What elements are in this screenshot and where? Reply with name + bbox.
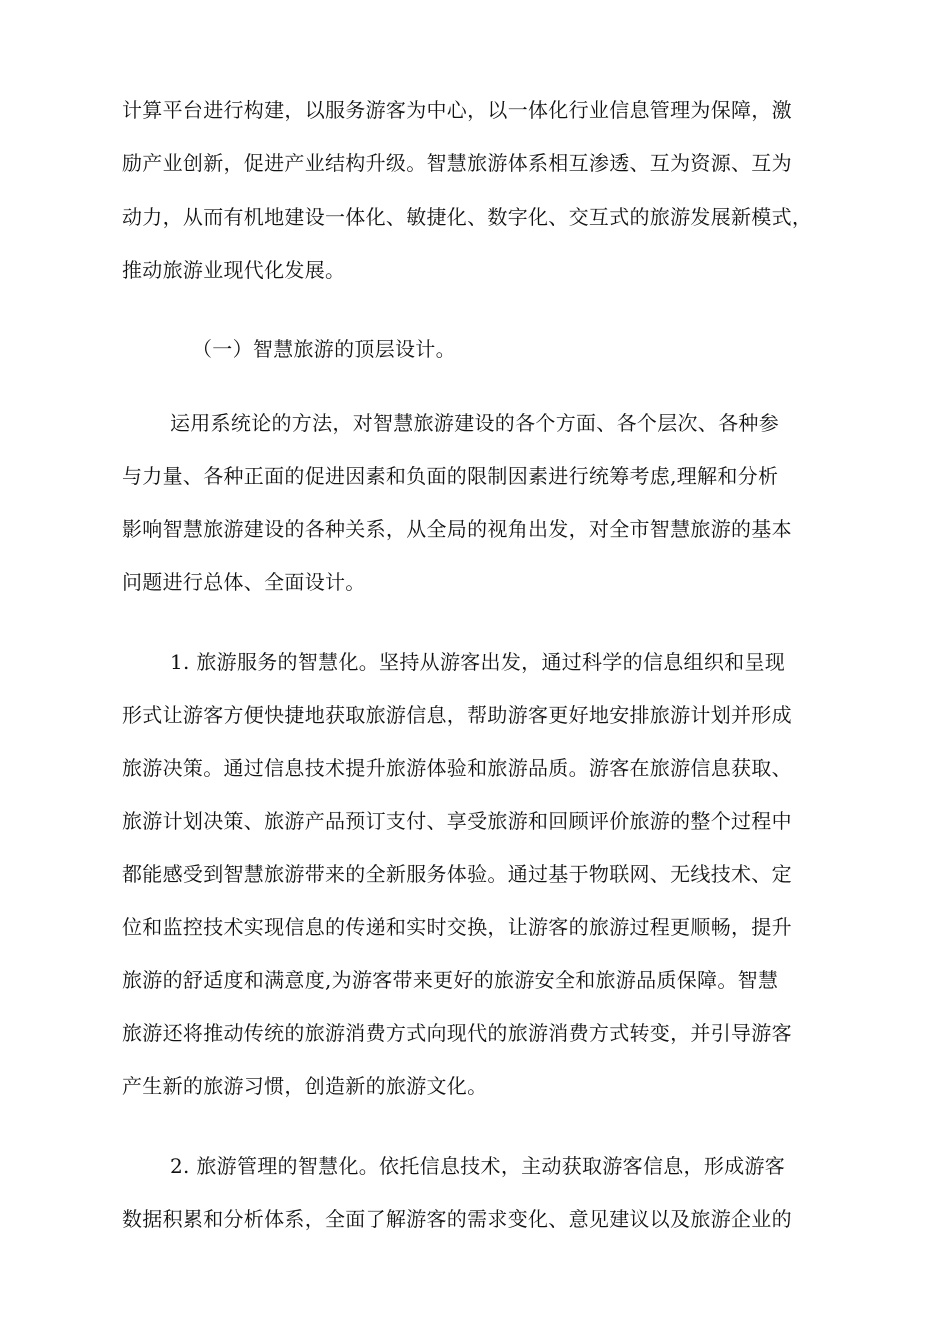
text-line: 运用系统论的方法，对智慧旅游建设的各个方面、各个层次、各种参 — [170, 411, 779, 435]
numbered-item-title: 1. 旅游服务的智慧化。坚持从游客出发，通过科学的信息组织和呈现 — [170, 650, 786, 674]
text-line: 计算平台进行构建，以服务游客为中心，以一体化行业信息管理为保障，激 — [122, 98, 792, 122]
numbered-item-title: 2. 旅游管理的智慧化。依托信息技术，主动获取游客信息，形成游客 — [170, 1154, 786, 1178]
text-line: 旅游的舒适度和满意度,为游客带来更好的旅游安全和旅游品质保障。智慧 — [122, 968, 779, 992]
text-line: 位和监控技术实现信息的传递和实时交换，让游客的旅游过程更顺畅，提升 — [122, 915, 792, 939]
text-line: 推动旅游业现代化发展。 — [122, 258, 346, 282]
text-line: 与力量、各种正面的促进因素和负面的限制因素进行统筹考虑,理解和分析 — [122, 464, 779, 488]
text-line: 都能感受到智慧旅游带来的全新服务体验。通过基于物联网、无线技术、定 — [122, 862, 792, 886]
text-line: 形式让游客方便快捷地获取旅游信息，帮助游客更好地安排旅游计划并形成 — [122, 703, 792, 727]
text-line: 产生新的旅游习惯，创造新的旅游文化。 — [122, 1074, 488, 1098]
text-line: 问题进行总体、全面设计。 — [122, 570, 366, 594]
section-heading: （一）智慧旅游的顶层设计。 — [192, 337, 456, 361]
text-line: 数据积累和分析体系，全面了解游客的需求变化、意见建议以及旅游企业的 — [122, 1207, 792, 1231]
text-line: 旅游计划决策、旅游产品预订支付、享受旅游和回顾评价旅游的整个过程中 — [122, 809, 792, 833]
text-line: 旅游还将推动传统的旅游消费方式向现代的旅游消费方式转变，并引导游客 — [122, 1021, 792, 1045]
text-line: 影响智慧旅游建设的各种关系，从全局的视角出发，对全市智慧旅游的基本 — [122, 517, 792, 541]
text-line: 旅游决策。通过信息技术提升旅游体验和旅游品质。游客在旅游信息获取、 — [122, 756, 792, 780]
text-line: 励产业创新，促进产业结构升级。智慧旅游体系相互渗透、互为资源、互为 — [122, 151, 792, 175]
text-line: 动力，从而有机地建设一体化、敏捷化、数字化、交互式的旅游发展新模式， — [122, 205, 813, 229]
